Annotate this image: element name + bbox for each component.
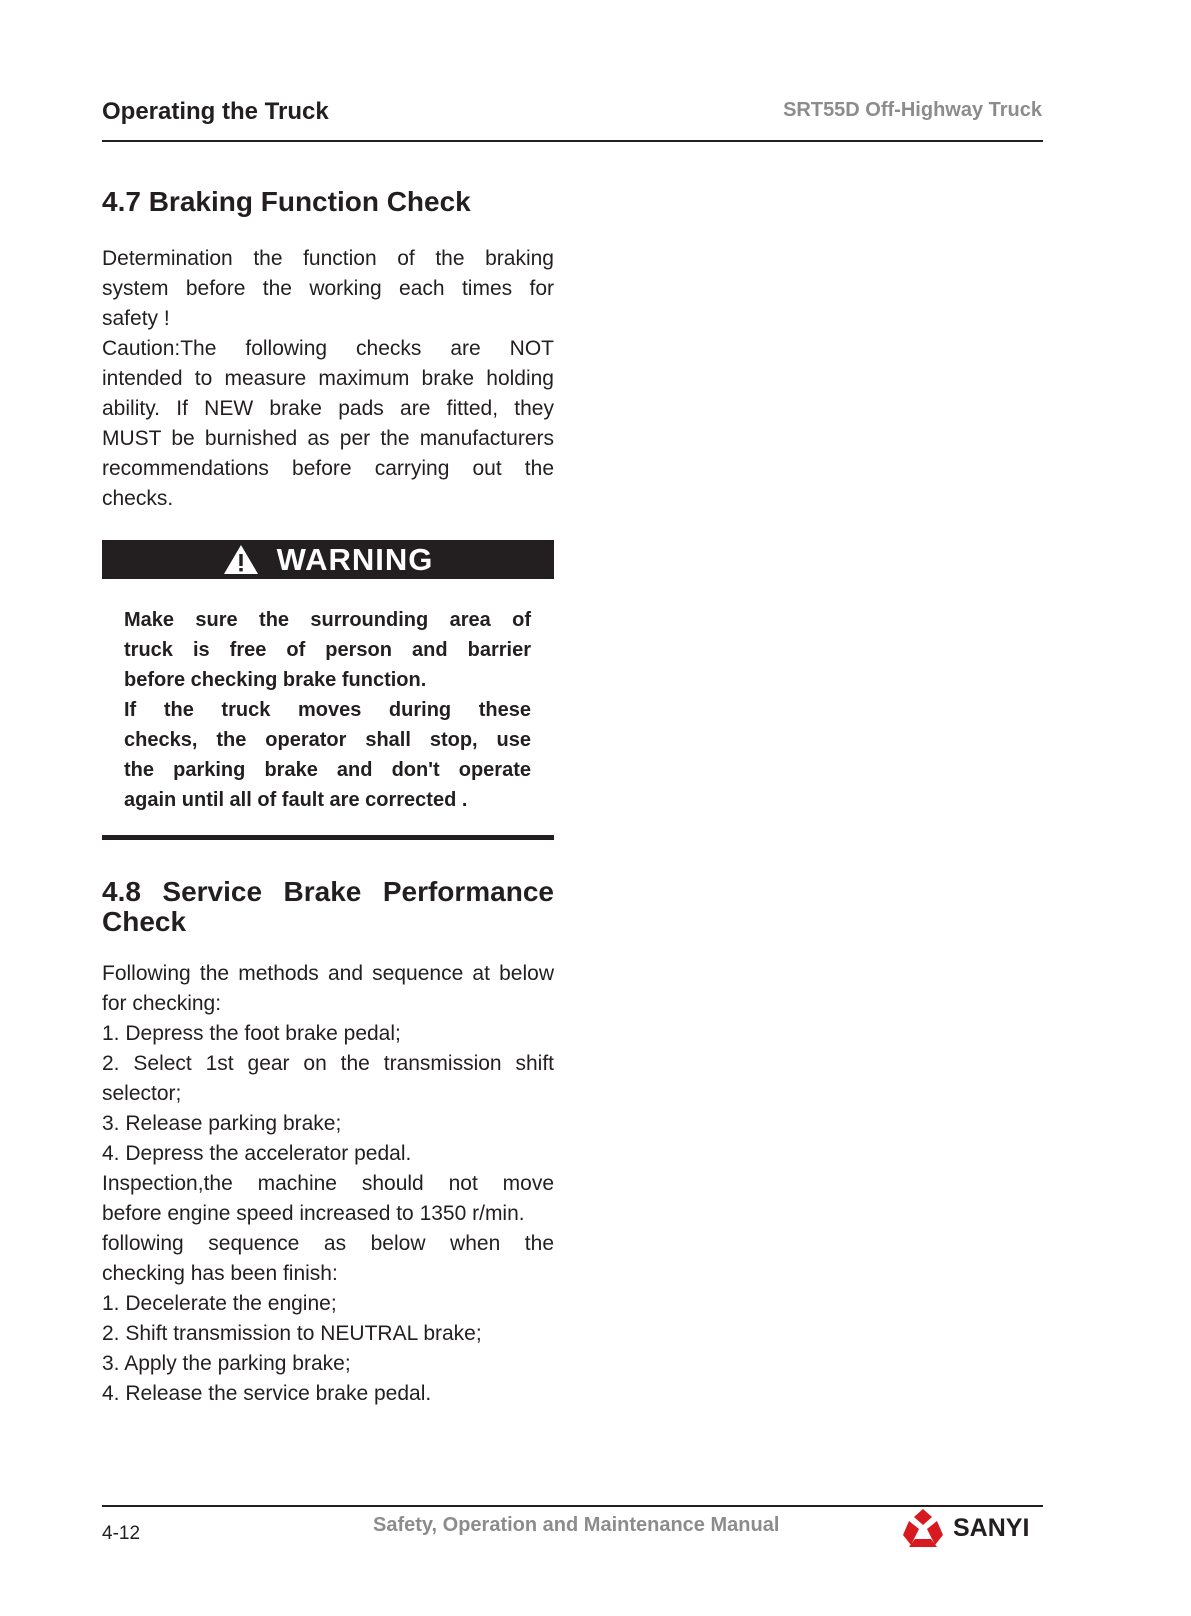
manual-title: Safety, Operation and Maintenance Manual	[373, 1514, 780, 1536]
section-heading-cont: Check	[102, 906, 187, 937]
warning-line: before checking brake function.	[124, 669, 427, 691]
warning-text	[124, 605, 531, 815]
body-line: recommendations before carrying out the	[102, 457, 554, 480]
list-item: 4. Depress the accelerator pedal.	[102, 1142, 412, 1165]
page-number: 4-12	[102, 1523, 141, 1544]
body-line: Determination the function of the braking	[102, 247, 554, 270]
warning-line: checks, the operator shall stop, use	[124, 729, 531, 751]
section-heading: 4.8 Service Brake Performance	[102, 876, 554, 907]
product-title: SRT55D Off-Highway Truck	[783, 99, 1042, 121]
warning-banner	[102, 540, 554, 579]
warning-label: WARNING	[276, 541, 434, 577]
warning-bottom-rule	[102, 835, 554, 840]
section-body	[102, 959, 554, 1409]
body-line: safety !	[102, 307, 170, 330]
section-4-8	[102, 877, 554, 1409]
body-line: MUST be burnished as per the manufacturers	[102, 427, 554, 450]
body-line: Following the methods and sequence at below	[102, 962, 554, 985]
body-line: for checking:	[102, 992, 222, 1015]
section-4-7	[102, 187, 554, 514]
body-line: selector;	[102, 1082, 182, 1105]
warning-line: Make sure the surrounding area of	[124, 609, 531, 631]
list-item: 2. Shift transmission to NEUTRAL brake;	[102, 1322, 482, 1345]
body-line: before engine speed increased to 1350 r/min.	[102, 1202, 525, 1225]
warning-line: truck is free of person and barrier	[124, 639, 531, 661]
list-item: 2. Select 1st gear on the transmission shift	[102, 1052, 554, 1075]
warning-triangle-icon	[223, 544, 259, 575]
warning-line: the parking brake and don't operate	[124, 759, 531, 781]
section-body	[102, 244, 554, 514]
body-line: system before the working each times for	[102, 277, 554, 300]
body-line: ability. If NEW brake pads are fitted, they	[102, 397, 554, 420]
section-heading: 4.7 Braking Function Check	[102, 186, 471, 217]
body-line: checks.	[102, 487, 174, 510]
brand-logo	[901, 1507, 1029, 1549]
warning-line: again until all of fault are corrected .	[124, 789, 468, 811]
list-item: 4. Release the service brake pedal.	[102, 1382, 432, 1405]
header-divider	[102, 140, 1043, 142]
body-line: checking has been finish:	[102, 1262, 338, 1285]
body-line: Caution:The following checks are NOT	[102, 337, 554, 360]
body-line: following sequence as below when the	[102, 1232, 554, 1255]
warning-line: If the truck moves during these	[124, 699, 531, 721]
list-item: 3. Apply the parking brake;	[102, 1352, 351, 1375]
sanyi-logo-icon	[901, 1507, 945, 1549]
list-item: 1. Depress the foot brake pedal;	[102, 1022, 401, 1045]
chapter-title: Operating the Truck	[102, 98, 329, 125]
list-item: 3. Release parking brake;	[102, 1112, 342, 1135]
brand-name: SANYI	[953, 1513, 1030, 1542]
body-line: intended to measure maximum brake holding	[102, 367, 554, 390]
body-line: Inspection,the machine should not move	[102, 1172, 554, 1195]
list-item: 1. Decelerate the engine;	[102, 1292, 337, 1315]
